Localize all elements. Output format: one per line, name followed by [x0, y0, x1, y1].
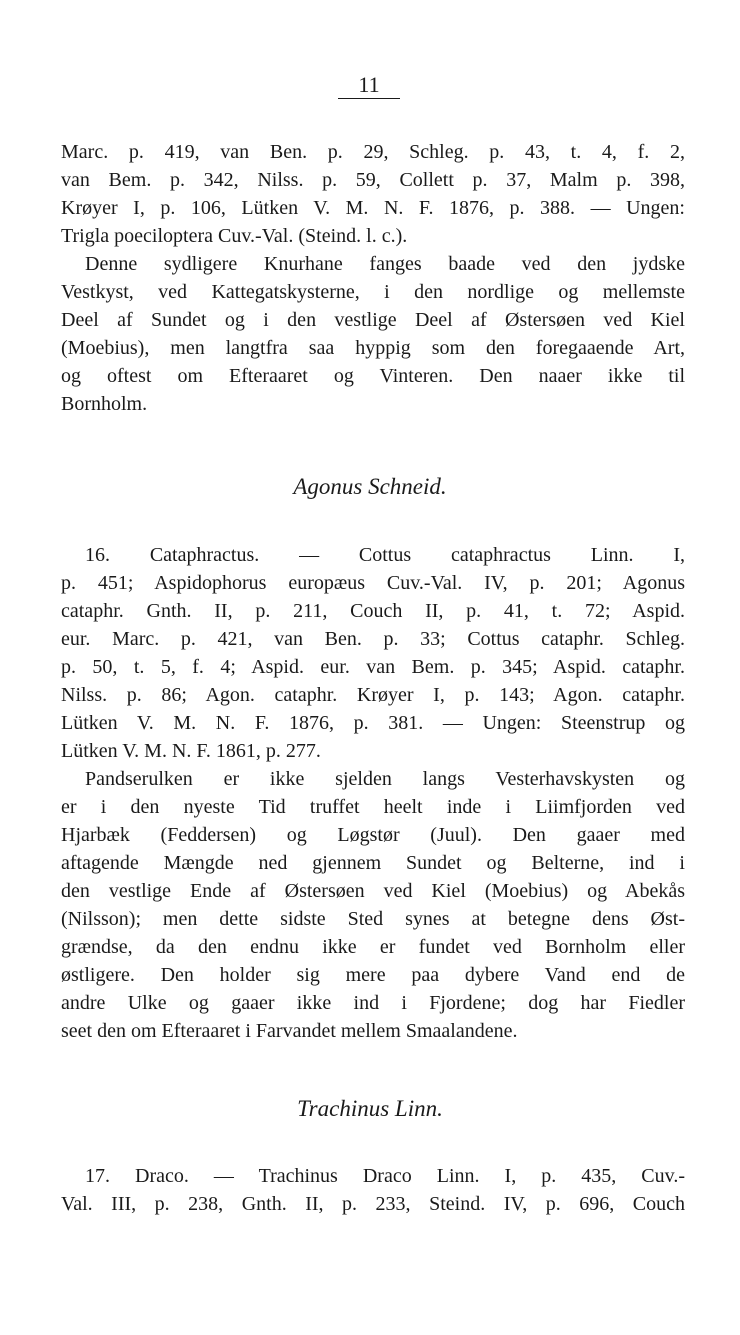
text-line: er i den nyeste Tid truffet heelt inde i Liimfjorden ved — [61, 796, 685, 818]
genus-heading-trachinus: Trachinus Linn. — [297, 1096, 443, 1121]
text-line: den vestlige Ende af Østersøen ved Kiel (Moebius) og Abekås — [61, 880, 685, 902]
text-line: p. 451; Aspidophorus europæus Cuv.-Val. IV, p. 201; Agonus — [61, 572, 685, 594]
text-line: cataphr. Gnth. II, p. 211, Couch II, p. 41, t. 72; Aspid. — [61, 600, 685, 622]
text-line: Hjarbæk (Feddersen) og Løgstør (Juul). Den gaaer med — [61, 824, 685, 846]
text-line: Bornholm. — [61, 393, 148, 415]
text-line: Lütken V. M. N. F. 1861, p. 277. — [61, 740, 321, 762]
text-line: østligere. Den holder sig mere paa dybere Vand end de — [61, 964, 685, 986]
species-entry-first-line: 17. Draco. — Trachinus Draco Linn. I, p. 435, Cuv.- — [85, 1165, 685, 1187]
text-line: seet den om Efteraaret i Farvandet mellem Smaalandene. — [61, 1020, 518, 1042]
genus-heading-agonus: Agonus Schneid. — [293, 474, 447, 499]
text-line: grændse, da den endnu ikke er fundet ved Bornholm eller — [61, 936, 685, 958]
text-line: p. 50, t. 5, f. 4; Aspid. eur. van Bem. p. 345; Aspid. cataphr. — [61, 656, 685, 678]
text-line: Vestkyst, ved Kattegatskysterne, i den nordlige og mellemste — [61, 281, 685, 303]
text-line: (Nilsson); men dette sidste Sted synes at betegne dens Øst- — [61, 908, 685, 930]
text-line: eur. Marc. p. 421, van Ben. p. 33; Cottus cataphr. Schleg. — [61, 628, 685, 650]
text-line: (Moebius), men langtfra saa hyppig som den foregaaende Art, — [61, 337, 685, 359]
text-line: Krøyer I, p. 106, Lütken V. M. N. F. 1876, p. 388. — Ungen: — [61, 197, 685, 219]
text-line: Trigla poeciloptera Cuv.-Val. (Steind. l. c.). — [61, 225, 408, 247]
text-line: Deel af Sundet og i den vestlige Deel af Østersøen ved Kiel — [61, 309, 685, 331]
text-line: Val. III, p. 238, Gnth. II, p. 233, Steind. IV, p. 696, Couch — [61, 1193, 685, 1215]
text-line: Lütken V. M. N. F. 1876, p. 381. — Ungen: Steenstrup og — [61, 712, 685, 734]
text-line: og oftest om Efteraaret og Vinteren. Den naaer ikke til — [61, 365, 685, 387]
text-line: aftagende Mængde ned gjennem Sundet og Belterne, ind i — [61, 852, 685, 874]
page-number: 11 — [338, 72, 400, 99]
text-line: Nilss. p. 86; Agon. cataphr. Krøyer I, p. 143; Agon. cataphr. — [61, 684, 685, 706]
text-line: andre Ulke og gaaer ikke ind i Fjordene; dog har Fiedler — [61, 992, 685, 1014]
paragraph-first-line: Denne sydligere Knurhane fanges baade ved den jydske — [85, 253, 685, 275]
paragraph-first-line: Pandserulken er ikke sjelden langs Vesterhavskysten og — [85, 768, 685, 790]
text-line: van Bem. p. 342, Nilss. p. 59, Collett p. 37, Malm p. 398, — [61, 169, 685, 191]
text-line: Marc. p. 419, van Ben. p. 29, Schleg. p. 43, t. 4, f. 2, — [61, 141, 685, 163]
species-entry-first-line: 16. Cataphractus. — Cottus cataphractus Linn. I, — [85, 544, 685, 566]
